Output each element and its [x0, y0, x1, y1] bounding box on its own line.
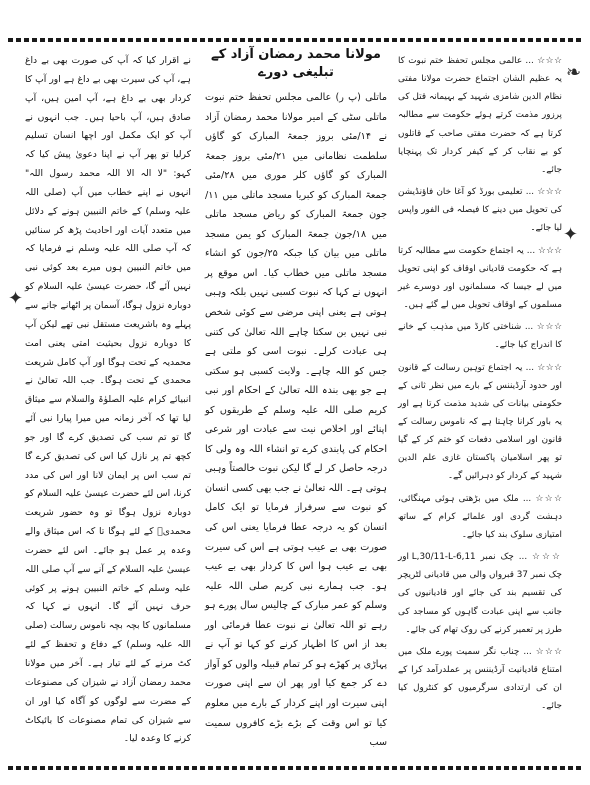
- resolution-paragraph: ☆☆☆ ... یہ اجتماع حکومت سے مطالبہ کرتا ہے کہ حکومت قادیانی اوقاف کو اپنی تحویل میں لے جیسا کہ مسلمانوں اور دوسرے غیر مسلموں کے اوقاف تحویل میں لے گئے ہیں۔: [398, 245, 562, 311]
- bottom-dotted-rule: [8, 766, 582, 770]
- resolution-paragraph: ☆☆☆ ... تعلیمی بورڈ کو آغا خان فاؤنڈیشن کی تحویل میں دینے کا فیصلہ فی الفور واپس لیا جائے۔: [398, 187, 562, 234]
- top-dotted-rule: [8, 38, 582, 42]
- resolution-paragraph: ☆☆☆ ... چناب نگر سمیت پورے ملک میں امتناع قادیانیت آرڈیننس پر عملدرآمد کرا کے ان کی ارتدادی سرگرمیوں کو کنٹرول کیا جائے۔: [398, 646, 562, 712]
- article-heading: مولانا محمد رمضان آزاد کے تبلیغی دورے: [211, 47, 381, 80]
- resolution-paragraph: ☆☆☆ ... عالمی مجلس تحفظ ختم نبوت کا یہ عظیم الشان اجتماع حضرت مولانا مفتی نظام الدین شامزی شہید کے بہیمانہ قتل کی پرزور مذمت کرتے ہوئے حکومت سے مطالبہ کرتا ہے کہ حضرت مفتی صاحب کے قاتلوں کو بے نقاب کر کے کیفر کردار تک پہنچایا جائے۔: [398, 56, 562, 175]
- resolution-paragraph: ☆☆☆ ... شناختی کارڈ میں مذہب کے خانے کا اندراج کیا جائے۔: [398, 322, 562, 351]
- column-left: [25, 52, 191, 749]
- ornament-icon: ✦: [8, 288, 24, 309]
- resolution-paragraph: ☆☆☆ ... چک نمبر 6,11-L,30/11-L اور چک نمبر 37 قبرواں والی میں قادیانی لٹریچر کی تقسیم بند کی جائے اور قادیانیوں کی جانب سے اپنی عبادت گاہوں کو مساجد کی طرز پر تعمیر کرنے کی روک تھام کی جائے۔: [398, 552, 562, 635]
- article-paragraph: نے اقرار کیا کہ آپ کی صورت بھی بے داغ ہے، آپ کی سیرت بھی بے داغ ہے اور آپ کا کردار بھی بے داغ ہے، آپ امین ہیں، آپ صادق ہیں، آپ باحیا ہیں۔ جب انہوں نے آپ کو ایک مکمل اور اچھا انسان تسلیم کرلیا تو پھر آپ نے اپنا دعویٰ پیش کیا کہ کہو: "لا الہ الا اللہ محمد رسول اللہ" انہوں نے اپنے خطاب میں آپ (صلی اللہ علیہ وسلم) کے خاتم النبیین ہونے کے دلائل میں متعدد آیات اور احادیث پڑھ کر سنائیں کہ آپ صلی اللہ علیہ وسلم نے فرمایا کہ میں خاتم النبیین ہوں میرے بعد کوئی نبی نہیں آئے گا، حضرت عیسیٰ علیہ السلام کو دوبارہ نزول ہوگا، آسمان پر اٹھانے جانے سے پہلے وہ باشریعت مستقل نبی تھے لیکن آپ کا دوبارہ نزول بحیثیت امتی یعنی امت محمدیہ کے تحت ہوگا اور آپ کامل شریعت محمدی کے تحت ہوگا۔ جب اللہ تعالیٰ نے انبیائے کرام علیہ الصلوٰۃ والسلام سے میثاق لیا تھا کہ آخر زمانہ میں میرا پیارا نبی آئے گا تو تم سب کی تصدیق کرے گا اور جو کچھ تم پر نازل کیا اس کی تصدیق کرے گا تم سب اس پر ایمان لانا اور اس کی مدد کرنا، اس لئے حضرت عیسیٰ علیہ السلام کو دوبارہ نزول ہوگا تو وہ حضور شریعت محمدیؐ کے لئے ہوگا تا کہ اس میثاق والے وعدہ پر عمل ہو جائے۔ اس لئے حضرت عیسیٰ علیہ السلام کے آنے سے آپ صلی اللہ علیہ وسلم کے خاتم النبیین ہونے پر کوئی حرف نہیں آئے گا۔ انہوں نے کہا کہ مسلمانوں کا بچہ بچہ ناموس رسالت (صلی اللہ علیہ وسلم) کے دفاع و تحفظ کے لئے کٹ مرنے کے لئے تیار ہے۔ آخر میں مولانا محمد رمضان آزاد نے شیزان کی مصنوعات کے مضرت سے لوگوں کو آگاہ کیا اور ان سے شیزان کی تمام مصنوعات کا بائیکاٹ کرنے کا وعدہ لیا۔: [25, 55, 191, 745]
- resolution-paragraph: ☆☆☆ ... ملک میں بڑھتی ہوئی مہنگائی، دہشت گردی اور علمائے کرام کے ساتھ امتیازی سلوک بند کیا جائے۔: [398, 493, 562, 540]
- column-middle: [205, 46, 387, 753]
- column-right: [398, 52, 562, 715]
- ornament-icon: ✦: [563, 224, 579, 245]
- ornament-icon: ❧: [566, 62, 582, 83]
- resolution-paragraph: ☆☆☆ ... یہ اجتماع توہین رسالت کے قانون اور حدود آرڈیننس کے بارے میں نظر ثانی کے حکومتی بیانات کی شدید مذمت کرتا ہے اور یہ باور کرانا چاہتا ہے کہ ناموس رسالت کے قانون اور اسلامی دفعات کو ختم کر کے گیا تو پھر اسلامیان پاکستان غازی علم الدین شہید کے کردار کو دہرائیں گے۔: [398, 362, 562, 482]
- article-paragraph: ماتلی (پ ر) عالمی مجلس تحفظ ختم نبوت ماتلی سٹی کے امیر مولانا محمد رمضان آزاد نے ۱۴/مئی بروز جمعۃ المبارک کو گاؤں سلطمت نظامانی میں ۲۱/مئی بروز جمعۃ المبارک کو گاؤں کلر موری میں ۲۸/مئی جمعۃ المبارک کو کبریا مسجد ماتلی میں ۱۱/جون جمعۃ المبارک کو ریاض مسجد ماتلی میں ۱۸/جون جمعۃ المبارک کو یمن مسجد ماتلی میں بیان کیا جبکہ ۲۵/جون کو انشاء مسجد ماتلی میں خطاب کیا۔ اس موقع پر انہوں نے کہا کہ نبوت کسبی نہیں بلکہ وہبی ہوتی ہے یعنی اپنی مرضی سے کوئی شخص نبی نہیں بن سکتا چاہے اللہ تعالیٰ کی کتنی ہی عبادت کرلے۔ نبوت اسی کو ملتی ہے جس کو اللہ چاہے۔ ولایت کسبی ہو سکتی ہے جو بھی بندہ اللہ تعالیٰ کے احکام اور نبی کریم صلی اللہ علیہ وسلم کے طریقوں کو اپنائے اور اخلاص نیت سے عبادت اور شرعی احکام کی پابندی کرے تو انشاء اللہ وہ ولی کا درجہ حاصل کر لے گا لیکن نبوت خالصتاً وہبی ہوتی ہے۔ اللہ تعالیٰ نے جب بھی کسی انسان کو نبوت سے سرفراز فرمایا تو ایک کامل انسان کو یہ درجہ عطا فرمایا یعنی اس کی صورت بھی بے عیب ہوتی ہے اس کی سیرت بھی بے عیب ہوا اس کا کردار بھی بے عیب ہو۔ جب ہمارے نبی کریم صلی اللہ علیہ وسلم کو عمر مبارک کے چالیس سال پورے ہو رہے تو اللہ تعالیٰ نے نبوت عطا فرمائی اور بعد از اس کا اظہار کرنے کو کہا تو آپ نے پہاڑی پر کھڑے ہو کر تمام قبیلہ والوں کو آواز دے کر جمع کیا اور پھر ان سے اپنی صورت اپنی سیرت اور اپنے کردار کے بارے میں معلوم کیا تو اس وقت کے بڑے بڑے کافروں سمیت سب: [205, 92, 388, 749]
